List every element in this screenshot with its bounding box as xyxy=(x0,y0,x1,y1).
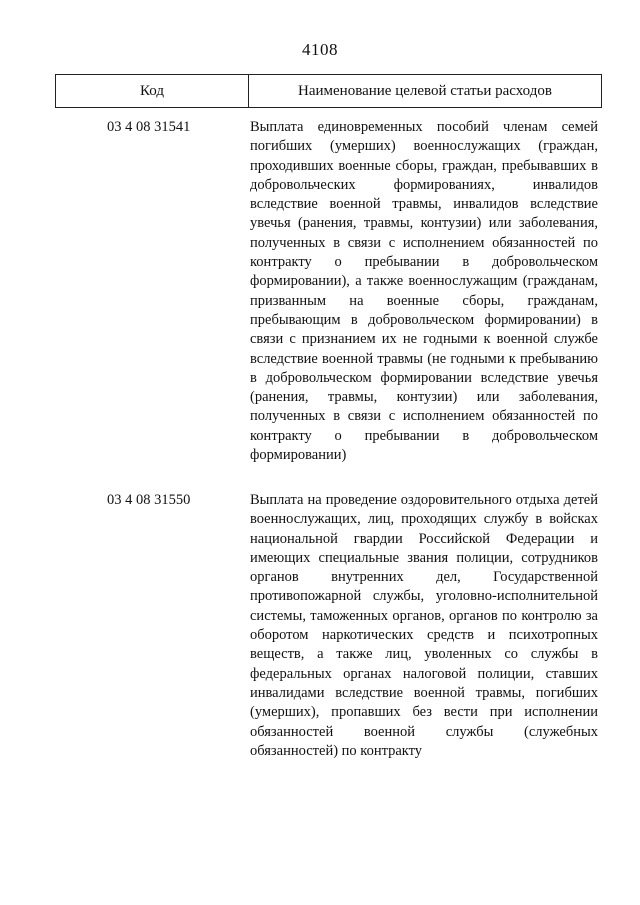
column-header-code: Код xyxy=(56,75,249,107)
table-header xyxy=(55,74,602,108)
table-row xyxy=(55,118,602,465)
row-description: Выплата на проведение оздоровительного отдыха детей военнослужащих, лиц, проходящих службу в войсках национальной гвардии Российской Федерации и имеющих специальные звания полиции, сотрудников органов внутренних дел, Государственной противопожарной службы, уголовно-исполнительной системы, таможенных органов, органов по контролю за оборотом наркотических средств и психотропных веществ, а также лиц, уволенных со службы в федеральных органах налоговой полиции, ставших инвалидами вследствие военной травмы, погибших (умерших), пропавших без вести при исполнении обязанностей военной службы (служебных обязанностей) по контракту xyxy=(250,492,598,759)
row-description: Выплата единовременных пособий членам семей погибших (умерших) военнослужащих (граждан, проходивших военные сборы, граждан, пребывавших в добровольческих формированиях, инвалидов вследствие военной травмы, инвалидов вследствие увечья (ранения, травмы, контузии) или заболевания, полученных в связи с исполнением обязанностей по контракту о пребывании в добровольческом формировании), а также военнослужащим (гражданам, призванным на военные сборы, гражданам, пребывающим в добровольческом формировании) в связи с признанием их не годными к военной службе вследствие военной травмы (не годными к пребыванию в добровольческом формировании вследствие увечья (ранения, травмы, контузии) или заболевания, полученных в связи с исполнением обязанностей по контракту о пребывании в добровольческом формировании) xyxy=(250,119,598,464)
row-code: 03 4 08 31541 xyxy=(107,119,191,135)
table-row xyxy=(55,491,602,761)
column-header-name: Наименование целевой статьи расходов xyxy=(298,82,552,99)
row-code: 03 4 08 31550 xyxy=(107,492,191,508)
page-number: 4108 xyxy=(302,40,338,59)
